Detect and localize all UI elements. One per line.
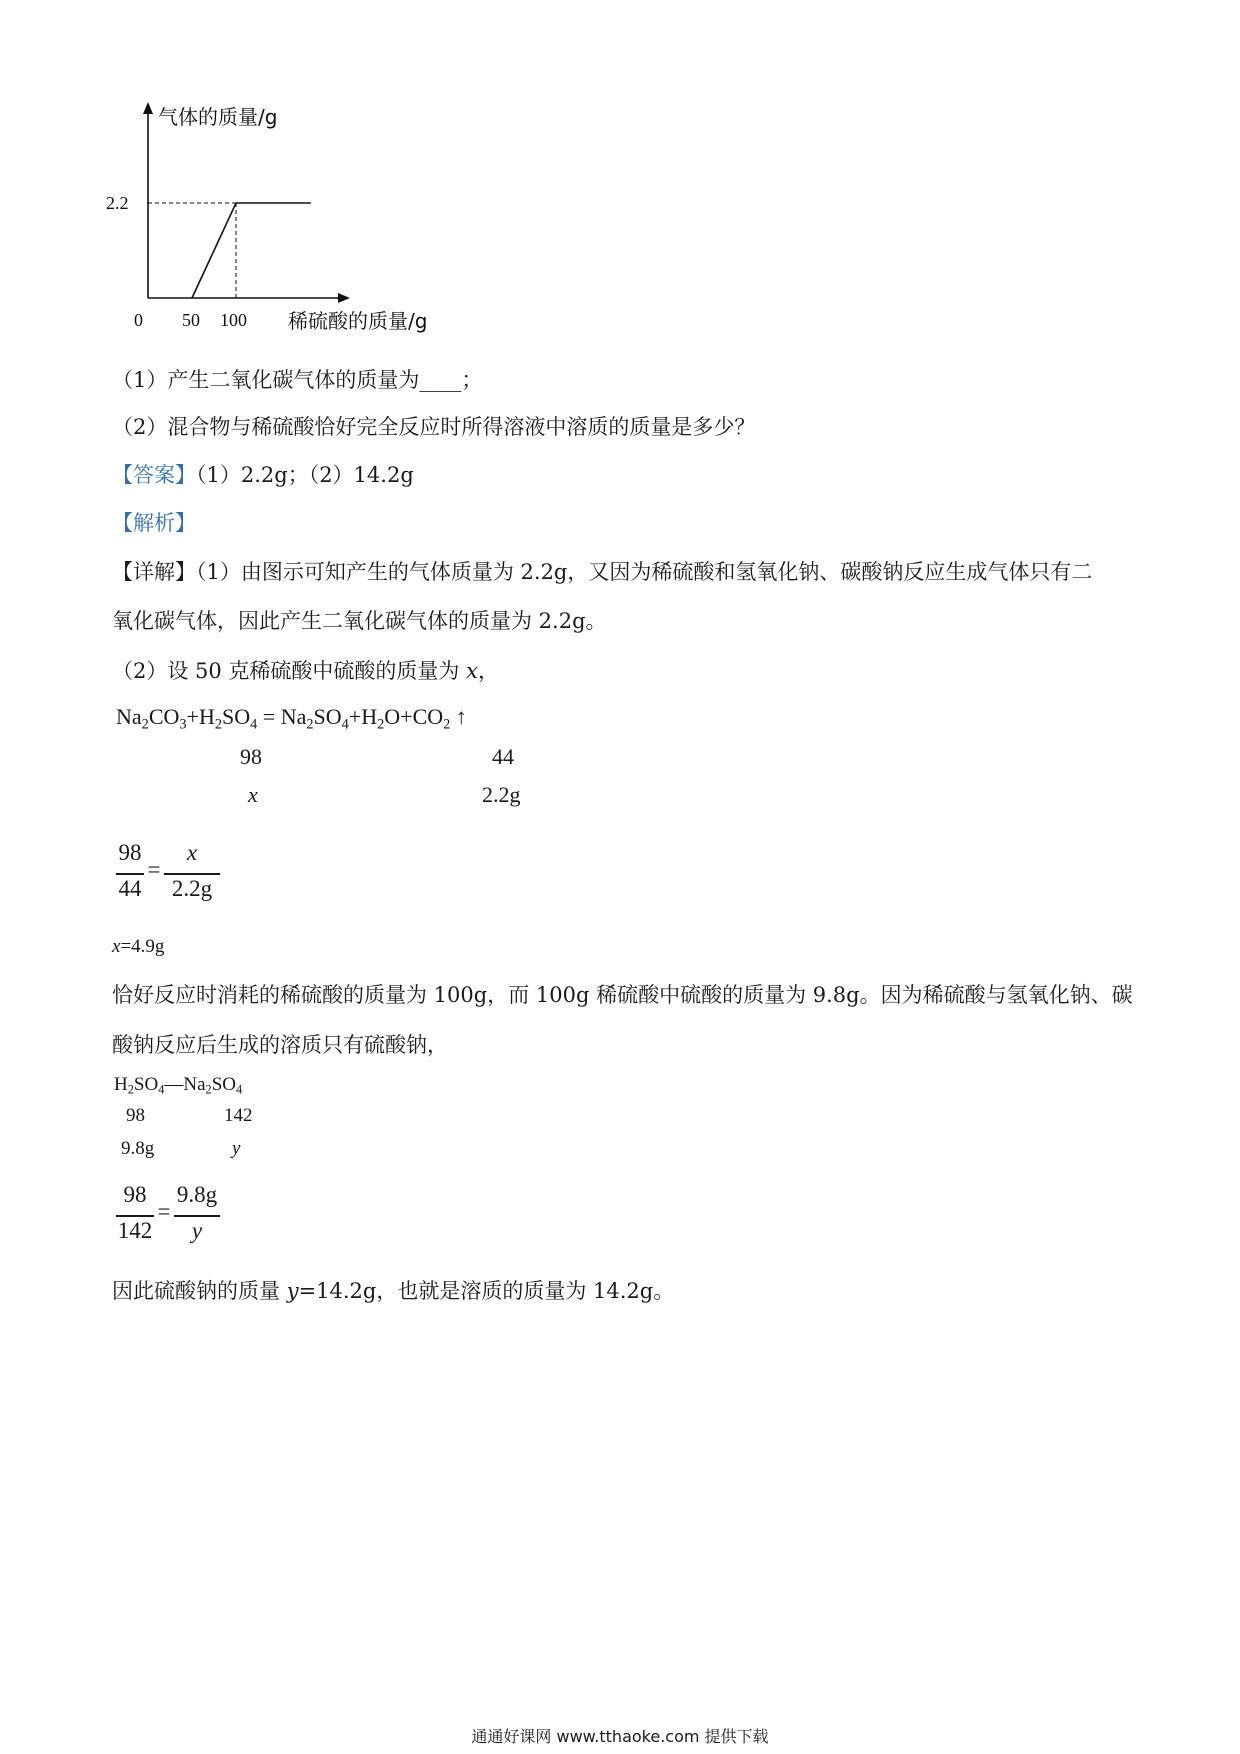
eq1-unknown-left: x — [248, 782, 258, 807]
answer-tag: 【答案】 — [112, 463, 196, 487]
step2-intro — [112, 656, 499, 686]
final-text-b: =14.2g，也就是溶质的质量为 14.2g。 — [298, 1279, 675, 1303]
final-var-y: y — [286, 1279, 299, 1303]
question-1: （1）产生二氧化碳气体的质量为____； — [112, 368, 483, 392]
eq2-known-left: 9.8g — [121, 1138, 155, 1159]
proportion-1: 98 44 = x 2.2g — [114, 840, 224, 910]
detail-line-2: 氧化碳气体，因此产生二氧化碳气体的质量为 2.2g。 — [112, 609, 607, 633]
para3-line-1: 恰好反应时消耗的稀硫酸的质量为 100g，而 100g 稀硫酸中硫酸的质量为 9.8g。因为稀硫酸与氢氧化钠、碳 — [112, 983, 1133, 1007]
answer-text: （1）2.2g；（2）14.2g — [196, 463, 414, 487]
question-2: （2）混合物与稀硫酸恰好完全反应时所得溶液中溶质的质量是多少？ — [112, 415, 756, 439]
eq1-known-right: 2.2g — [482, 782, 521, 807]
para3-line-2: 酸钠反应后生成的溶质只有硫酸钠， — [112, 1033, 448, 1057]
equation-1: $Na_2CO_3+H_2SO_4 = Na_2SO_4+H_2O+CO_2$ ↑ — [116, 704, 467, 733]
step2-intro-end: ， — [477, 659, 499, 683]
final-text-a: 因此硫酸钠的质量 — [112, 1279, 287, 1303]
x-result: x=4.9g — [112, 936, 165, 957]
proportion-2: 98 142 = 9.8g y — [114, 1182, 234, 1252]
y-axis-arrow — [143, 102, 153, 114]
eq2-mass-left: 98 — [126, 1105, 145, 1126]
equation-2: $H_2SO_4—Na_2SO_4$ — [114, 1074, 243, 1097]
detail-tag: 【详解】 — [112, 560, 196, 584]
x-tick-label: 50 — [182, 310, 200, 330]
x-axis-arrow — [338, 293, 350, 303]
x-axis-label: 稀硫酸的质量/g — [288, 309, 428, 333]
y-axis-label: 气体的质量/g — [158, 105, 278, 129]
eq1-mass-left: 98 — [240, 744, 262, 769]
x-tick-label: 100 — [220, 310, 247, 330]
analysis-tag: 【解析】 — [112, 511, 196, 535]
series-line — [192, 203, 311, 298]
detail-line-1 — [112, 557, 1092, 587]
step2-intro-text: （2）设 50 克稀硫酸中硫酸的质量为 — [112, 659, 467, 683]
eq2-mass-right: 142 — [224, 1105, 253, 1126]
var-x: x — [466, 659, 478, 683]
detail-text-1: （1）由图示可知产生的气体质量为 2.2g，又因为稀硫酸和氢氧化钠、碳酸钠反应生成气体只有二 — [196, 560, 1093, 584]
eq1-mass-right: 44 — [492, 744, 514, 769]
final-conclusion — [112, 1276, 674, 1306]
footer: 通通好课网 www.tthaoke.com 提供下载 — [471, 1727, 769, 1746]
x-tick-label: 0 — [134, 310, 143, 330]
answer-line — [112, 460, 414, 490]
gas-mass-chart — [100, 100, 460, 345]
eq2-unknown-right: y — [232, 1138, 241, 1159]
y-tick-label: 2.2 — [106, 193, 129, 213]
